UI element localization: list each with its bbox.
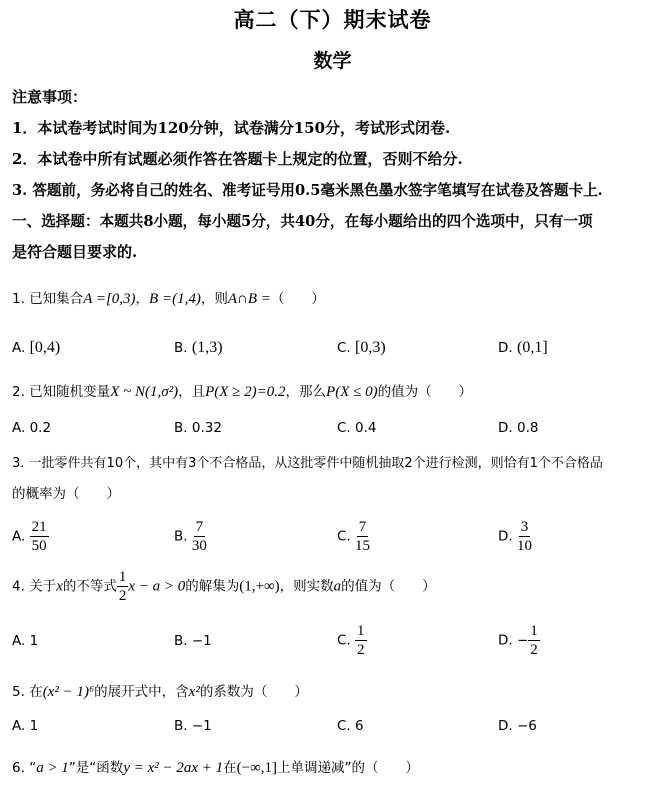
- question-number: 2.: [12, 384, 25, 400]
- option-a: A. $\frac{21}{50}$: [12, 519, 47, 554]
- math-expr: (x² − 1)⁶: [42, 684, 95, 700]
- section-heading-cont: 是符合题目要求的.: [12, 243, 138, 261]
- math-expr: y = x² − 2ax + 1: [123, 760, 224, 776]
- option-b: B. $\frac{7}{30}$: [174, 519, 207, 554]
- option-c: C. 0.4: [337, 420, 377, 436]
- option-d: D. $\frac{3}{10}$: [498, 519, 532, 554]
- option-d: D. (0,1]: [498, 339, 548, 356]
- math-expr: P(X ≥ 2)=0.2: [205, 384, 286, 400]
- option-a: A. 1: [12, 718, 39, 734]
- math-expr: P(X ≤ 0): [326, 384, 378, 400]
- question-2: 2. 已知随机变量X ~ N(1,σ²)，且P(X ≥ 2)=0.2，那么P(X ≤ 0)的值为（ ）: [12, 384, 473, 400]
- option-d: D. −6: [498, 718, 537, 734]
- option-d: D. 0.8: [498, 420, 539, 436]
- option-c: C. [0,3): [337, 339, 386, 356]
- question-number: 4.: [12, 578, 25, 595]
- option-b: B. 0.32: [174, 420, 222, 436]
- question-3-cont: 的概率为（ ）: [12, 486, 120, 502]
- notice-heading: 注意事项：: [12, 88, 88, 106]
- option-c: C. $\frac{7}{15}$: [337, 519, 371, 554]
- notice-item: 3. 答题前，务必将自己的姓名、准考证号用0.5毫米黑色墨水签字笔填写在试卷及答题卡上.: [12, 182, 603, 199]
- option-c: C. 6: [337, 718, 364, 734]
- section-heading: 一、选择题：本题共8小题，每小题5分，共40分，在每小题给出的四个选项中，只有一项: [12, 213, 593, 230]
- question-number: 3.: [12, 456, 25, 471]
- question-number: 6.: [12, 760, 25, 776]
- fraction: $\frac{1}{2}$: [118, 569, 127, 604]
- option-a: A. 1: [12, 633, 39, 649]
- option-b: B. −1: [174, 718, 212, 734]
- page-title: 高二（下）期末试卷: [233, 7, 432, 32]
- question-6: 6. “a > 1”是“函数y = x² − 2ax + 1在(−∞,1]上单调递减”的（ ）: [12, 760, 420, 776]
- question-3: 3. 一批零件共有10个，其中有3个不合格品，从这批零件中随机抽取2个进行检测，则恰有1个不合格品: [12, 456, 603, 471]
- math-expr: A∩B =: [227, 291, 271, 307]
- question-number: 1.: [12, 291, 25, 307]
- question-number: 5.: [12, 684, 25, 700]
- math-expr: x²: [188, 684, 200, 700]
- notice-item: 2．本试卷中所有试题必须作答在答题卡上规定的位置，否则不给分.: [12, 150, 463, 168]
- option-a: A. 0.2: [12, 420, 52, 436]
- option-a: A. [0,4): [12, 339, 61, 356]
- math-expr: a > 1: [36, 760, 69, 776]
- question-5: 5. 在(x² − 1)⁶的展开式中，含x²的系数为（ ）: [12, 684, 308, 700]
- math-expr: A =[0,3): [83, 291, 136, 307]
- option-b: B. −1: [174, 633, 212, 649]
- question-1: 1. 已知集合A =[0,3)，B =(1,4)，则A∩B =（ ）: [12, 291, 325, 307]
- math-expr: X ~ N(1,σ²): [110, 384, 179, 400]
- subject-title: 数学: [313, 50, 352, 72]
- option-c: C. $\frac{1}{2}$: [337, 623, 365, 658]
- notice-item: 1．本试卷考试时间为120分钟，试卷满分150分，考试形式闭卷.: [12, 119, 451, 137]
- math-expr: (−∞,1]: [236, 760, 278, 776]
- math-expr: B =(1,4): [149, 291, 201, 307]
- option-b: B. (1,3): [174, 339, 223, 356]
- option-d: D. − $\frac{1}{2}$: [498, 623, 538, 658]
- question-4: 4. 关于x的不等式 $\frac{1}{2}$ x − a > 0的解集为(1,+∞)，则实数a的值为（ ）: [12, 569, 436, 604]
